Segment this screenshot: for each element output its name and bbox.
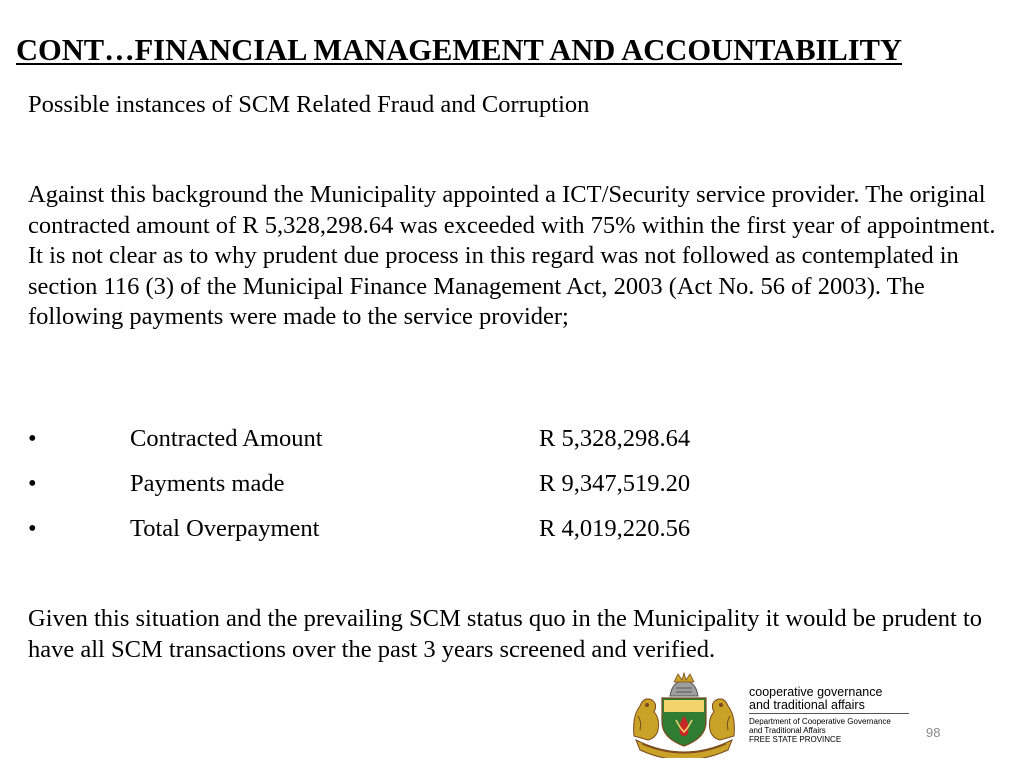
slide-subtitle: Possible instances of SCM Related Fraud and Corruption: [28, 91, 590, 118]
free-state-coat-of-arms-icon: [628, 672, 740, 758]
payment-amount: R 4,019,220.56: [539, 515, 691, 542]
payment-amount: R 9,347,519.20: [539, 470, 691, 497]
payment-amount: R 5,328,298.64: [539, 425, 691, 452]
background-paragraph: Against this background the Municipality appointed a ICT/Security service provider. The original contracted amount of R 5,328,298.64 was exceeded with 75% within the first year of appointment. It is not clear as to why prudent due process in this regard was not followed as contemplated in section 116 (3) of the Municipal Finance Management Act, 2003 (Act No. 56 of 2003). The following payments were made to the service provider;: [28, 181, 996, 330]
department-footer: [628, 668, 958, 760]
bullet-icon: •: [28, 515, 37, 542]
slide-title: CONT…FINANCIAL MANAGEMENT AND ACCOUNTABILITY: [16, 33, 903, 67]
payment-label: Contracted Amount: [130, 425, 323, 452]
payment-label: Total Overpayment: [130, 515, 320, 542]
bullet-icon: •: [28, 470, 37, 497]
page-number: 98: [926, 725, 941, 740]
brand-line: cooperative governance: [749, 685, 883, 699]
brand-divider: [749, 713, 909, 714]
department-line: and Traditional Affairs: [749, 726, 826, 735]
department-name: [749, 717, 891, 744]
bullet-icon: •: [28, 425, 37, 452]
brand-name: [749, 686, 882, 712]
department-line: FREE STATE PROVINCE: [749, 735, 842, 744]
payment-label: Payments made: [130, 470, 285, 497]
department-line: Department of Cooperative Governance: [749, 717, 891, 726]
recommendation-paragraph: Given this situation and the prevailing SCM status quo in the Municipality it would be prudent to have all SCM transactions over the past 3 years screened and verified.: [28, 605, 983, 663]
brand-line: and traditional affairs: [749, 698, 865, 712]
